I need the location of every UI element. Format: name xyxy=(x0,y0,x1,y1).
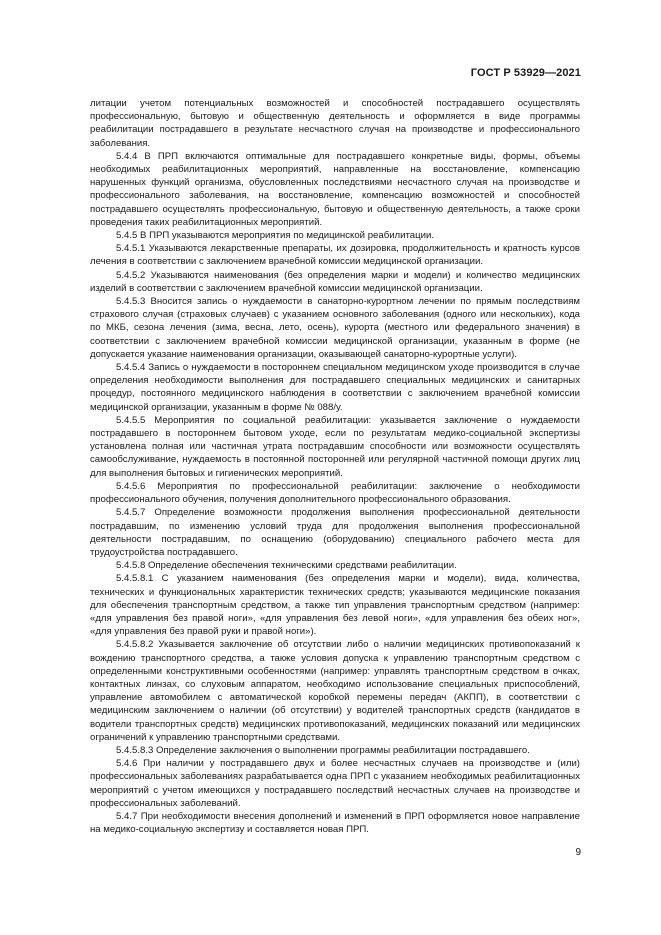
paragraph: 5.4.5 В ПРП указываются мероприятия по медицинской реабилитации. xyxy=(116,230,435,242)
paragraph: 5.4.5.3 Вносится запись о нуждаемости в санаторно-курортном лечении по прямым последствиям страхового случая (страховых случаев) с указанием основного заболевания (одного или нескольких), кода по МКБ, сезона лечения (зима, весна, лето, осень), курорта (местного или федерального значения) в соответствии с заключением врачебной комиссии медицинской организации, указанным в форме (не допускается указание наименования организации, оказывающей санаторно-курортные услуги). xyxy=(90,296,580,360)
paragraph: 5.4.5.8 Определение обеспечения техническими средствами реабилитации. xyxy=(116,560,457,572)
paragraph: 5.4.6 При наличии у пострадавшего двух и более несчастных случаев на производстве и (или) профессиональных заболеваниях разрабатывается одна ПРП с указанием необходимых реабилитационных мероприятий с учетом имеющихся у пострадавшего последствий несчастных случаев на производстве и профессиональных заболеваний. xyxy=(90,758,580,809)
paragraph: 5.4.5.7 Определение возможности продолжения выполнения профессиональной деятельности пострадавшим, по изменению условий труда для продолжения выполнения профессиональной деятельности пострадавшим, по оснащению (оборудованию) специального рабочего места для трудоустройства пострадавшего. xyxy=(90,507,580,558)
paragraph: 5.4.5.1 Указываются лекарственные препараты, их дозировка, продолжительность и кратность курсов лечения в соответствии с заключением врачебной комиссии медицинской организации. xyxy=(90,243,580,268)
paragraph: 5.4.5.8.3 Определение заключения о выполнении программы реабилитации пострадавшего. xyxy=(116,744,530,756)
paragraph: 5.4.7 При необходимости внесения дополнений и изменений в ПРП оформляется новое направление на медико-социальную экспертизу и составляется новая ПРП. xyxy=(90,810,580,836)
paragraph: 5.4.5.2 Указываются наименования (без определения марки и модели) и количество медицинских изделий в соответствии с заключением врачебной комиссии медицинской организации. xyxy=(90,269,580,294)
paragraph: 5.4.5.5 Мероприятия по социальной реабилитации: указывается заключение о нуждаемости пострадавшего в постороннем бытовом уходе, если по результатам медико-социальной экспертизы установлена полная или частичная утрата пострадавшим способности или возможности осуществлять самообслуживание, нуждаемость в постоянной посторонней или регулярной частичной помощи других лиц для выполнения бытовых и гигиенических мероприятий. xyxy=(90,414,580,479)
paragraph: 5.4.5.6 Мероприятия по профессиональной реабилитации: заключение о необходимости профессионального обучения, получения дополнительного профессионального образования. xyxy=(90,480,580,506)
document-id-header: ГОСТ Р 53929—2021 xyxy=(470,67,581,79)
page-number: 9 xyxy=(575,847,581,858)
paragraph: 5.4.4 В ПРП включаются оптимальные для пострадавшего конкретные виды, формы, объемы необходимых реабилитационных мероприятий, направленные на восстановление, компенсацию нарушенных функций организма, обусловленных последствиями несчастного случая на производстве и профессионального заболевания, на восстановление, компенсацию возможностей и способностей пострадавшего осуществлять профессиональную, бытовую и общественную деятельность, а также сроки проведения таких реабилитационных мероприятий. xyxy=(90,150,580,228)
body-text xyxy=(90,97,580,836)
paragraph: 5.4.5.8.1 С указанием наименования (без определения марки и модели), вида, количества, технических и функциональных характеристик технических средств; указываются медицинские показания для обеспечения транспортным средством, а также тип управления транспортным средством (например: «для управления без правой ноги», «для управления без левой ноги», «для управления без обеих ног», «для управления без правой руки и правой ноги»). xyxy=(90,573,580,638)
paragraph: 5.4.5.4 Запись о нуждаемости в постороннем специальном медицинском уходе производится в случае определения необходимости выполнения для пострадавшего специальных медицинских и санитарных процедур, постоянного медицинского наблюдения в соответствии с заключением врачебной комиссии медицинской организации, указанным в форме № 088/у. xyxy=(90,362,580,413)
paragraph: 5.4.5.8.2 Указывается заключение об отсутствии либо о наличии медицинских противопоказаний к вождению транспортного средства, а также условия допуска к управлению транспортным средством с определенными конструктивными особенностями (например: управлять транспортным средством в очках, контактных линзах, со слуховым аппаратом, необходимо использование специальных приспособлений, управление автомобилем с автоматической коробкой перемены передач (АКПП), в соответствии с медицинским заключением о наличии (об отсутствии) у водителей транспортных средств (кандидатов в водители транспортных средств) медицинских противопоказаний, медицинских показаний или медицинских ограничений к управлению транспортными средствами. xyxy=(90,639,580,743)
paragraph: литации учетом потенциальных возможностей и способностей пострадавшего осуществлять профессиональную, бытовую и общественную деятельность и оформляется в виде программы реабилитации пострадавшего в результате несчастного случая на производстве и профессионального заболевания. xyxy=(90,98,580,149)
